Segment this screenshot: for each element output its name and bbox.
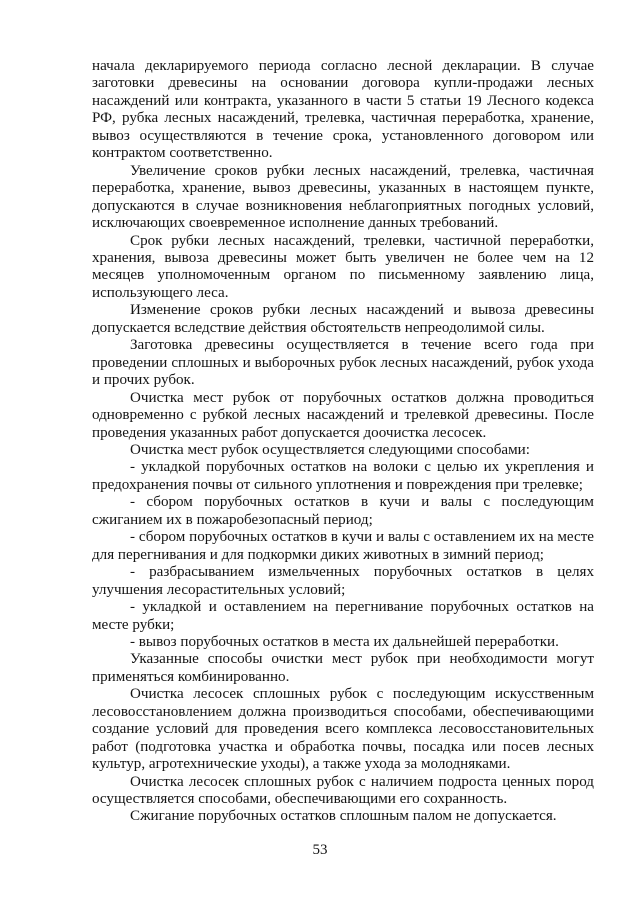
paragraph: Указанные способы очистки мест рубок при необходимости могут применяться комбинированно.: [92, 651, 594, 685]
list-item: - сбором порубочных остатков в кучи и валы с последующим сжиганием их в пожаробезопасный период;: [92, 494, 594, 528]
paragraph: Изменение сроков рубки лесных насаждений и вывоза древесины допускается вследствие действия обстоятельств непреодолимой силы.: [92, 302, 594, 336]
paragraph: Очистка лесосек сплошных рубок с последующим искусственным лесовосстановлением должна производиться способами, обеспечивающими создание условий для проведения всего комплекса лесовосстановительных работ (подготовка участка и обработка почвы, посадка или посев лесных культур, агротехнические уходы), а также ухода за молодняками.: [92, 686, 594, 773]
paragraph: Срок рубки лесных насаждений, трелевки, частичной переработки, хранения, вывоза древесины может быть увеличен не более чем на 12 месяцев уполномоченным органом по письменному заявлению лица, использующего леса.: [92, 232, 594, 301]
body-text: [92, 58, 594, 826]
list-item: - укладкой порубочных остатков на волоки с целью их укрепления и предохранения почвы от сильного уплотнения и повреждения при трелевке;: [92, 459, 594, 493]
list-item: - разбрасыванием измельченных порубочных остатков в целях улучшения лесорастительных условий;: [92, 564, 594, 598]
paragraph: Увеличение сроков рубки лесных насаждений, трелевка, частичная переработка, хранение, вывоз древесины, указанных в настоящем пункте, допускаются в случае возникновения неблагоприятных погодных условий, исключающих своевременное исполнение данных требований.: [92, 162, 594, 232]
list-item: - укладкой и оставлением на перегнивание порубочных остатков на месте рубки;: [92, 599, 594, 633]
list-item: - сбором порубочных остатков в кучи и валы с оставлением их на месте для перегнивания и для подкормки диких животных в зимний период;: [92, 529, 594, 563]
paragraph: Заготовка древесины осуществляется в течение всего года при проведении сплошных и выборочных рубок лесных насаждений, рубок ухода и прочих рубок.: [92, 337, 594, 389]
page-number: 53: [312, 842, 328, 858]
paragraph: начала декларируемого периода согласно лесной декларации. В случае заготовки древесины на основании договора купли-продажи лесных насаждений или контракта, указанного в части 5 статьи 19 Лесного кодекса РФ, рубка лесных насаждений, трелевка, частичная переработка, хранение, вывоз осуществляются в течение срока, установленного договором или контрактом соответственно.: [92, 58, 594, 162]
paragraph: Сжигание порубочных остатков сплошным палом не допускается.: [130, 808, 557, 825]
paragraph: Очистка лесосек сплошных рубок с наличием подроста ценных пород осуществляется способами, обеспечивающими его сохранность.: [92, 773, 594, 808]
paragraph: Очистка мест рубок от порубочных остатков должна проводиться одновременно с рубкой лесных насаждений и трелевкой древесины. После проведения указанных работ допускается доочистка лесосек.: [92, 389, 594, 441]
list-item: - вывоз порубочных остатков в места их дальнейшей переработки.: [130, 633, 559, 650]
paragraph: Очистка мест рубок осуществляется следующими способами:: [130, 441, 530, 458]
